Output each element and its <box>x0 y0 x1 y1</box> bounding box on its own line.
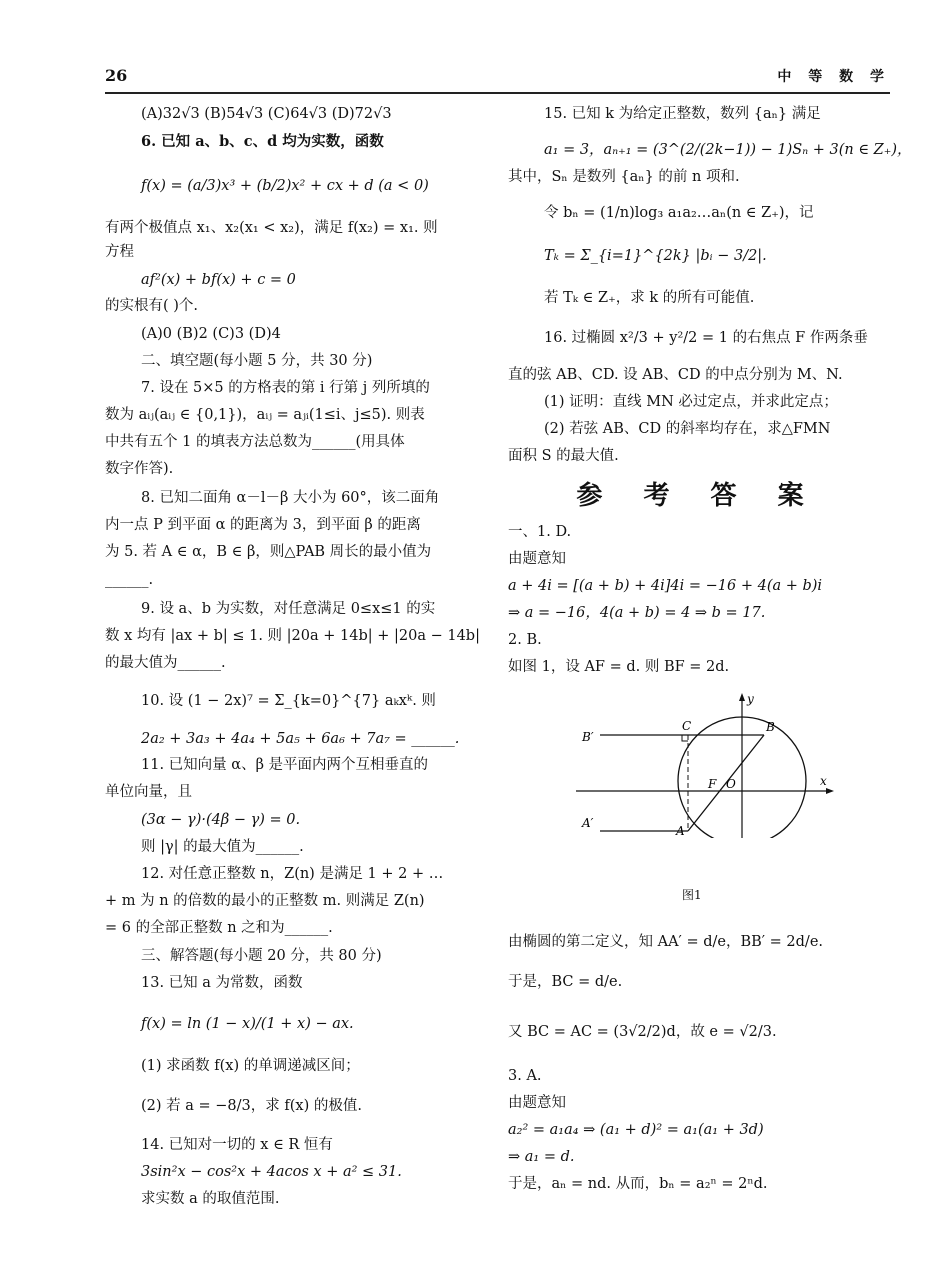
q5-options: (A)32√3 (B)54√3 (C)64√3 (D)72√3 <box>141 106 392 122</box>
q7-line-2: 数为 aᵢⱼ(aᵢⱼ ∈ {0,1})，aᵢⱼ = aⱼᵢ(1≤i、j≤5). 则表 <box>105 407 425 423</box>
ans3-line-4: 于是，aₙ = nd. 从而，bₙ = a₂ⁿ = 2ⁿd. <box>508 1176 768 1192</box>
q16-part-1: (1) 证明：直线 MN 必过定点，并求此定点； <box>544 394 838 410</box>
q7-line-1: 7. 设在 5×5 的方格表的第 i 行第 j 列所填的 <box>141 380 430 396</box>
ans2-line-4: 又 BC = AC = (3√2/2)d，故 e = √2/3. <box>508 1024 777 1040</box>
q16-line-2: 直的弦 AB、CD. 设 AB、CD 的中点分别为 M、N. <box>508 367 843 383</box>
ans3-label: 3. A. <box>508 1068 542 1084</box>
q11-equation: (3α − γ)·(4β − γ) = 0. <box>141 812 301 828</box>
q16-part-2: (2) 若弦 AB、CD 的斜率均存在，求△FMN <box>544 421 831 437</box>
page-header <box>105 64 890 94</box>
q9-line-1: 9. 设 a、b 为实数，对任意满足 0≤x≤1 的实 <box>141 601 436 617</box>
q15-line-4: 若 Tₖ ∈ Z₊，求 k 的所有可能值. <box>544 290 755 306</box>
q13-part-2: (2) 若 a = −8/3，求 f(x) 的极值. <box>141 1098 362 1114</box>
q16-line-1: 16. 过椭圆 x²/3 + y²/2 = 1 的右焦点 F 作两条垂 <box>544 330 868 346</box>
ans1-label: 一、1. D. <box>508 524 572 540</box>
q13-part-1: (1) 求函数 f(x) 的单调递减区间； <box>141 1058 360 1074</box>
q12-line-2: + m 为 n 的倍数的最小的正整数 m. 则满足 Z(n) <box>105 893 425 909</box>
label-A: A <box>676 824 685 838</box>
label-O: O <box>726 777 736 791</box>
q8-line-2: 内一点 P 到平面 α 的距离为 3，到平面 β 的距离 <box>105 517 421 533</box>
ans2-line-2: 由椭圆的第二定义，知 AA′ = d/e，BB′ = 2d/e. <box>508 934 824 950</box>
q11-line-1: 11. 已知向量 α、β 是平面内两个互相垂直的 <box>141 757 429 773</box>
section-fill-blank: 二、填空题(每小题 5 分，共 30 分) <box>141 353 373 369</box>
q16-line-3: 面积 S 的最大值. <box>508 448 619 464</box>
y-axis-arrow <box>739 693 745 701</box>
q15-line-1: 15. 已知 k 为给定正整数，数列 {aₙ} 满足 <box>544 106 821 122</box>
answers-title: 参 考 答 案 <box>576 481 820 511</box>
q15-line-3: 令 bₙ = (1/n)log₃ a₁a₂…aₙ(n ∈ Z₊)，记 <box>544 205 814 221</box>
q15-line-2: 其中，Sₙ 是数列 {aₙ} 的前 n 项和. <box>508 169 740 185</box>
q8-line-1: 8. 已知二面角 α－l－β 大小为 60°，该二面角 <box>141 490 440 506</box>
q10-line-2: 2a₂ + 3a₃ + 4a₄ + 5a₅ + 6a₆ + 7a₇ = ______. <box>141 731 460 747</box>
q6-text-2: 方程 <box>105 244 134 260</box>
q15-recurrence: a₁ = 3，aₙ₊₁ = (3^(2/(2k−1)) − 1)Sₙ + 3(n ∈ Z₊)， <box>544 142 912 158</box>
label-C: C <box>682 719 692 733</box>
ans3-line-2: a₂² = a₁a₄ ⇒ (a₁ + d)² = a₁(a₁ + 3d) <box>508 1122 764 1138</box>
label-F: F <box>708 777 717 791</box>
q7-line-4: 数字作答). <box>105 461 174 477</box>
figure-1-ellipse-diagram <box>576 693 836 838</box>
q6-text-3: 的实根有( )个. <box>105 298 199 314</box>
label-B-prime: B′ <box>582 730 594 744</box>
q12-line-1: 12. 对任意正整数 n，Z(n) 是满足 1 + 2 + … <box>141 866 444 882</box>
q13-function: f(x) = ln (1 − x)/(1 + x) − ax. <box>141 1016 354 1032</box>
q6-equation: af²(x) + bf(x) + c = 0 <box>141 272 296 288</box>
q8-line-4: ______. <box>105 572 154 588</box>
figure-caption: 图1 <box>682 888 702 902</box>
ans3-line-1: 由题意知 <box>508 1095 566 1111</box>
ans2-label: 2. B. <box>508 632 542 648</box>
ans1-line-2: a + 4i = [(a + b) + 4i]4i = −16 + 4(a + b)i <box>508 578 823 594</box>
label-A-prime: A′ <box>582 816 594 830</box>
q13-line-1: 13. 已知 a 为常数，函数 <box>141 975 303 991</box>
q6-text-1: 有两个极值点 x₁、x₂(x₁ < x₂)，满足 f(x₂) = x₁. 则 <box>105 220 438 236</box>
q14-inequality: 3sin²x − cos²x + 4acos x + a² ≤ 31. <box>141 1164 402 1180</box>
q12-line-3: = 6 的全部正整数 n 之和为______. <box>105 920 333 936</box>
q14-line-2: 求实数 a 的取值范围. <box>141 1191 280 1207</box>
q9-line-2: 数 x 均有 |ax + b| ≤ 1. 则 |20a + 14b| + |20a − 14b| <box>105 628 480 644</box>
q15-sum: Tₖ = Σ_{i=1}^{2k} |bᵢ − 3/2|. <box>544 248 767 264</box>
journal-title: 中 等 数 学 <box>777 69 890 85</box>
q9-line-3: 的最大值为______. <box>105 655 226 671</box>
section-solve: 三、解答题(每小题 20 分，共 80 分) <box>141 948 382 964</box>
q11-line-3: 则 |γ| 的最大值为______. <box>141 839 304 855</box>
ans1-line-1: 由题意知 <box>508 551 566 567</box>
ans1-line-3: ⇒ a = −16，4(a + b) = 4 ⇒ b = 17. <box>508 605 766 621</box>
ans2-line-3: 于是，BC = d/e. <box>508 974 623 990</box>
label-y: y <box>747 693 754 706</box>
right-angle-mark <box>682 735 688 741</box>
label-x: x <box>820 774 827 788</box>
q8-line-3: 为 5. 若 A ∈ α，B ∈ β，则△PAB 周长的最小值为 <box>105 544 432 560</box>
label-B: B <box>766 720 775 734</box>
q6-stem: 6. 已知 a、b、c、d 均为实数，函数 <box>141 133 384 150</box>
q10-line-1: 10. 设 (1 − 2x)⁷ = Σ_{k=0}^{7} aₖxᵏ. 则 <box>141 693 436 709</box>
ans3-line-3: ⇒ a₁ = d. <box>508 1149 575 1165</box>
page-number: 26 <box>105 66 128 85</box>
q7-line-3: 中共有五个 1 的填表方法总数为______(用具体 <box>105 434 405 450</box>
q14-line-1: 14. 已知对一切的 x ∈ R 恒有 <box>141 1137 333 1153</box>
q6-function: f(x) = (a/3)x³ + (b/2)x² + cx + d (a < 0) <box>141 178 429 194</box>
q6-options: (A)0 (B)2 (C)3 (D)4 <box>141 326 281 342</box>
x-axis-arrow <box>826 788 834 794</box>
ans2-line-1: 如图 1，设 AF = d. 则 BF = 2d. <box>508 659 730 675</box>
q11-line-2: 单位向量，且 <box>105 784 192 800</box>
